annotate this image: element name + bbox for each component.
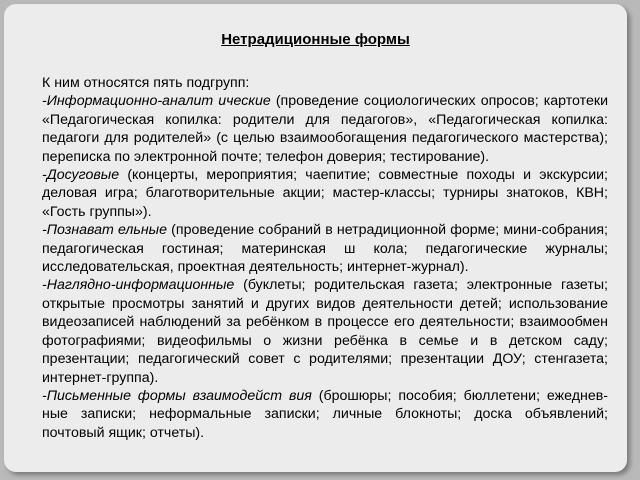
- group-item: [42, 276, 608, 386]
- group-name: -Информационно-аналит ические: [42, 93, 271, 110]
- group-name: -Письменные формы взаимодейст вия: [42, 387, 312, 404]
- group-description: (проведение собраний в нетрадиционной форме; мини-собрания; педагогическая гостиная; материнская ш кола; педагогические журналы; исследовательская, проектная деятельность; интернет-журнал).: [42, 222, 609, 276]
- slide-title: Нетрадиционные формы: [221, 31, 410, 48]
- group-item: [42, 92, 608, 166]
- group-description: (проведение социологических опросов; картотеки «Педагогическая копилка: родители для педагогов», «Педагогическая копилка: педагоги для родителей» (с целью взаимообогащения педагогического мастерства); переписка по электронной почте; телефон доверия; тестирование).: [42, 93, 608, 165]
- intro-text: К ним относятся пять подгрупп:: [42, 75, 250, 91]
- group-item: [42, 221, 608, 276]
- group-item: [42, 166, 608, 221]
- group-description: (брошюры; пособия; бюллетени; ежеднев-ные записки; неформальные записки; личные блокноты; доска объявлений; почтовый ящик; отчеты).: [42, 387, 608, 441]
- group-name: -Познават ельные: [42, 222, 168, 239]
- group-description: (буклеты; родительская газета; электронные газеты; открытые просмотры занятий и других видов деятельности детей; использование видеозаписей наблюдений за ребёнком в процессе его деятельности; взаимообмен фотографиями; видеофильмы о жизни ребёнка в семье и в детском саду; презентации; педагогический совет с родителями; презентации ДОУ; стенгазета; интернет-группа).: [42, 277, 608, 386]
- slide-body: [42, 74, 608, 442]
- group-name: -Досуговые: [42, 167, 120, 184]
- slide: [4, 4, 627, 472]
- group-name: -Наглядно-информационные: [42, 277, 235, 294]
- group-item: [42, 387, 608, 442]
- group-description: (концерты, мероприятия; чаепитие; совместные походы и экскурсии; деловая игра; благотворительные акции; мастер-классы; турниры знатоков, КВН; «Гость группы»).: [42, 167, 608, 220]
